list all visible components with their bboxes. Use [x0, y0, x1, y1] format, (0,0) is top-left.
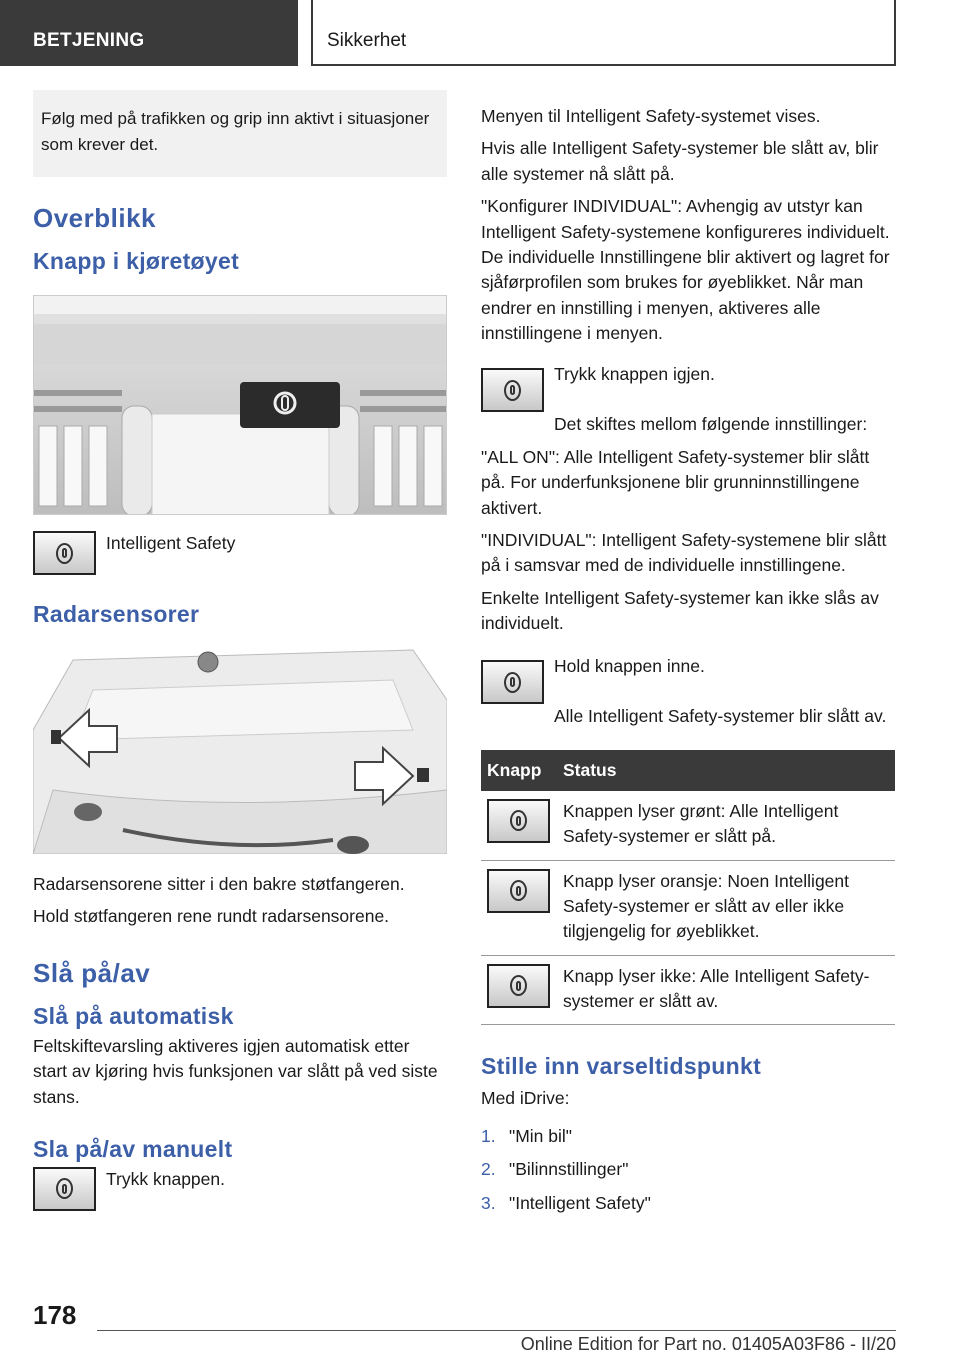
footer-divider: [97, 1330, 896, 1331]
status-orange: Knapp lyser oransje: Noen Intelligent Safety-systemer er slått av eller ikke tilgjengelig for øyeblikket.: [557, 860, 895, 955]
configure-individual-paragraph: "Konfigurer INDIVIDUAL": Avhengig av utstyr kan Intelligent Safety-systemene konfigureres individuelt. De individuelle Innstillingene blir aktivert og lagret for sjåførprofilen som brukes for øyeblikket. Når man endrer en innstilling i menyen, aktiveres alle innstillingene i menyen.: [481, 196, 890, 343]
manual-row: [33, 1167, 447, 1211]
intelligent-safety-button-icon: [481, 660, 544, 704]
list-item: 3. "Intelligent Safety": [481, 1192, 651, 1213]
menu-shown-paragraph: Menyen til Intelligent Safety-systemet vises.: [481, 106, 821, 126]
dashboard-illustration: [34, 296, 447, 515]
list-item: 1. "Min bil": [481, 1125, 572, 1146]
status-table: [481, 750, 895, 1026]
table-header-button: Knapp: [481, 750, 557, 791]
button-label: Intelligent Safety: [106, 533, 236, 553]
list-item: 2. "Bilinnstillinger": [481, 1159, 629, 1180]
button-off-icon: [487, 964, 550, 1008]
edition-text: Online Edition for Part no. 01405A03F86 - II/20: [520, 1334, 896, 1354]
manual-paragraph: Trykk knappen.: [106, 1168, 225, 1189]
steps-list: [481, 1124, 895, 1216]
table-row: [481, 860, 895, 955]
heading-overview: Overblikk: [33, 203, 157, 233]
heading-radar-sensors: Radarsensorer: [33, 601, 200, 627]
intelligent-safety-button-icon: [33, 1167, 96, 1211]
hold-text: Hold knappen inne.: [554, 656, 705, 677]
button-legend-row: [33, 531, 447, 575]
chapter-tab: Sikkerhet: [311, 0, 896, 66]
radar-paragraph-1: Radarsensorene sitter i den bakre støtfangeren.: [33, 874, 405, 894]
table-row: [481, 955, 895, 1025]
heading-auto-on: Slå på automatisk: [33, 1002, 234, 1029]
all-on-paragraph: "ALL ON": Alle Intelligent Safety-systemer blir slått på. For underfunksjonene blir grunninnstillingene aktivert.: [481, 446, 870, 518]
intelligent-safety-button-icon: [33, 531, 96, 575]
heading-warning-time: Stille inn varseltidspunkt: [481, 1053, 762, 1080]
page-header: [0, 0, 960, 66]
status-off: Knapp lyser ikke: Alle Intelligent Safety-systemer er slått av.: [557, 955, 895, 1025]
right-column: [481, 90, 895, 1224]
idrive-text: Med iDrive:: [481, 1088, 570, 1109]
table-header-status: Status: [557, 750, 895, 791]
table-row: [481, 791, 895, 860]
button-orange-icon: [487, 869, 550, 913]
dashboard-button-photo: [33, 295, 447, 515]
heading-manual: Sla på/av manuelt: [33, 1135, 233, 1162]
individual-paragraph: "INDIVIDUAL": Intelligent Safety-systemene blir slått på i samsvar med de individuelle innstillingene.: [481, 529, 887, 576]
intelligent-safety-button-icon: [481, 368, 544, 412]
left-column: [33, 90, 447, 1217]
all-off-then-on-paragraph: Hvis alle Intelligent Safety-systemer ble slått av, blir alle systemer nå slått på.: [481, 138, 879, 184]
rear-bumper-illustration: [33, 640, 447, 854]
press-again-row: [481, 362, 895, 412]
rear-bumper-photo: [33, 640, 447, 854]
some-cannot-paragraph: Enkelte Intelligent Safety-systemer kan ikke slås av individuelt.: [481, 587, 879, 633]
section-tab: BETJENING: [0, 0, 298, 66]
note-box: Følg med på trafikken og grip inn aktivt i situasjoner som krever det.: [33, 90, 447, 177]
button-green-icon: [487, 799, 550, 843]
page-number: 178: [33, 1300, 77, 1330]
auto-paragraph: Feltskiftevarsling aktiveres igjen automatisk etter start av kjøring hvis funksjonen var slått på ved siste stans.: [33, 1035, 438, 1107]
switch-settings-text: Det skiftes mellom følgende innstillinger:: [554, 414, 868, 435]
hold-row: [481, 654, 895, 704]
status-green: Knappen lyser grønt: Alle Intelligent Safety-systemer er slått på.: [557, 791, 895, 860]
heading-on-off: Slå på/av: [33, 957, 151, 988]
press-again-text: Trykk knappen igjen.: [554, 364, 715, 385]
heading-button-in-vehicle: Knapp i kjøretøyet: [33, 248, 240, 274]
all-off-text: Alle Intelligent Safety-systemer blir slått av.: [554, 706, 887, 727]
radar-paragraph-2: Hold støtfangeren rene rundt radarsensorene.: [33, 906, 390, 927]
